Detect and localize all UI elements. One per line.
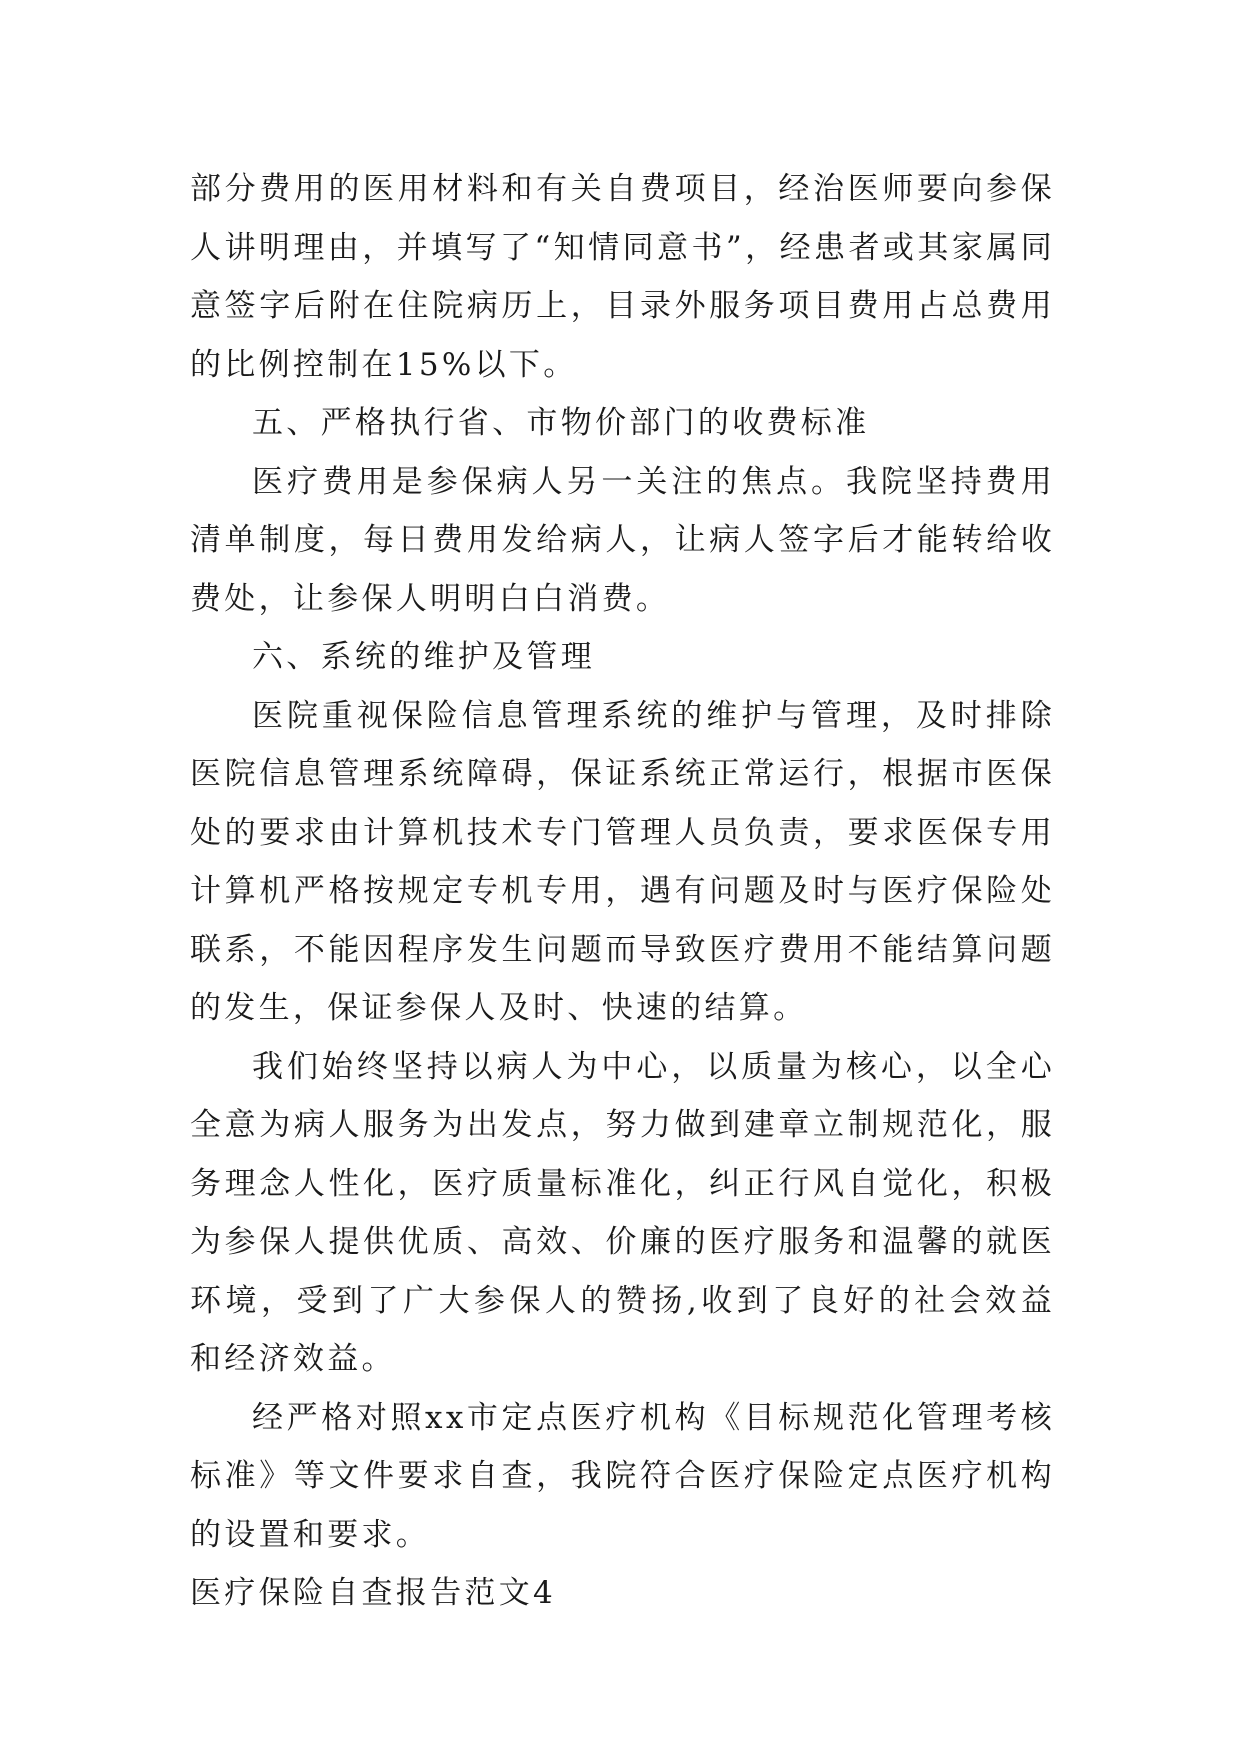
paragraph-summary: 我们始终坚持以病人为中心，以质量为核心，以全心全意为病人服务为出发点，努力做到建章立制规范化，服务理念人性化，医疗质量标准化，纠正行风自觉化，积极为参保人提供优质、高效、价廉的医疗服务和温馨的就医环境，受到了广大参保人的赞扬,收到了良好的社会效益和经济效益。 xyxy=(190,1048,1055,1377)
paragraph-fees: 医疗费用是参保病人另一关注的焦点。我院坚持费用清单制度，每日费用发给病人，让病人签字后才能转给收费处，让参保人明明白白消费。 xyxy=(190,463,1055,617)
paragraph-system: 医院重视保险信息管理系统的维护与管理，及时排除医院信息管理系统障碍，保证系统正常运行，根据市医保处的要求由计算机技术专门管理人员负责，要求医保专用计算机严格按规定专机专用，遇有问题及时与医疗保险处联系，不能因程序发生问题而导致医疗费用不能结算问题的发生，保证参保人及时、快速的结算。 xyxy=(190,697,1055,1026)
document-body xyxy=(190,160,1055,1623)
section-heading-five: 五、严格执行省、市物价部门的收费标准 xyxy=(252,405,870,441)
section-heading-six: 六、系统的维护及管理 xyxy=(252,639,595,675)
next-section-title: 医疗保险自查报告范文4 xyxy=(190,1575,557,1611)
paragraph-conclusion: 经严格对照xx市定点医疗机构《目标规范化管理考核标准》等文件要求自查，我院符合医疗保险定点医疗机构的设置和要求。 xyxy=(190,1399,1055,1553)
paragraph-continuation: 部分费用的医用材料和有关自费项目，经治医师要向参保人讲明理由，并填写了“知情同意书”，经患者或其家属同意签字后附在住院病历上，目录外服务项目费用占总费用的比例控制在15%以下。 xyxy=(190,171,1055,383)
